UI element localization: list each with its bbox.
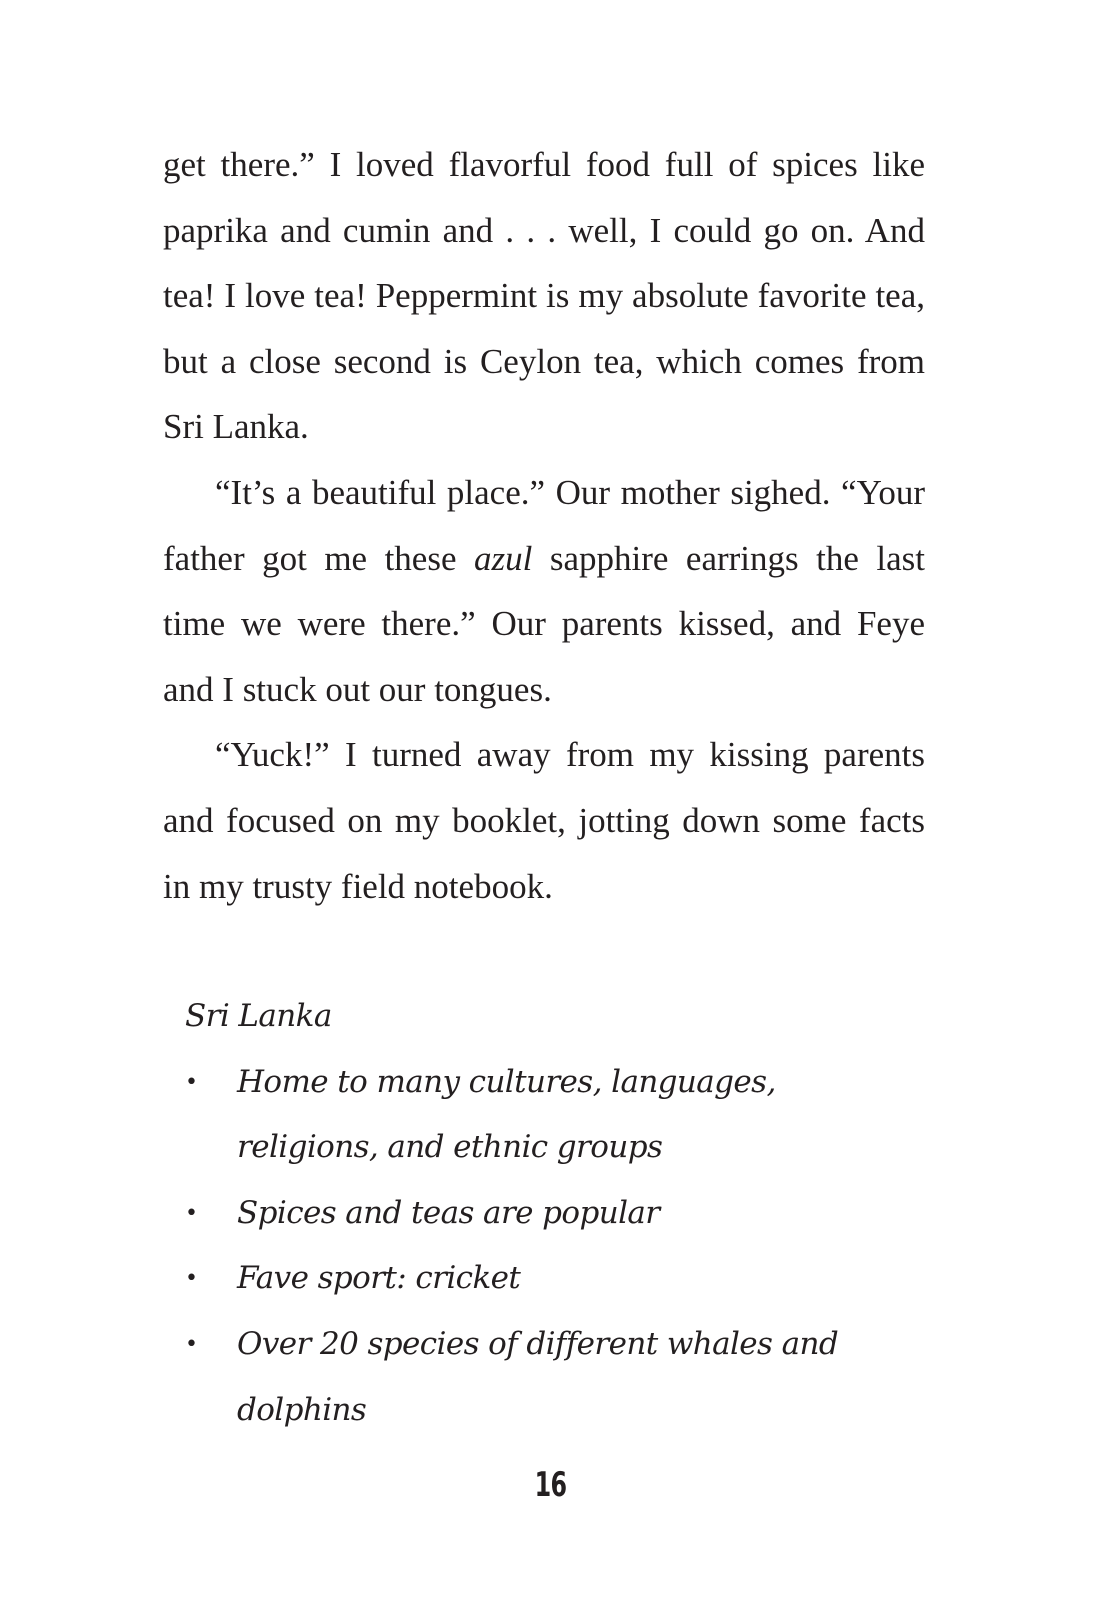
notebook-fact	[185, 1050, 925, 1181]
bullet-icon: •	[185, 1331, 198, 1357]
bullet-icon: •	[185, 1266, 198, 1292]
notebook-fact	[185, 1246, 925, 1312]
paragraph-3: “Yuck!” I turned away from my kissing parents and focused on my booklet, jotting down some facts in my trusty field notebook.	[163, 735, 925, 906]
paragraph-2-emphasis: azul	[474, 538, 533, 578]
bullet-icon: •	[185, 1200, 198, 1226]
story-text	[163, 132, 925, 919]
bullet-icon: •	[185, 1069, 198, 1095]
notebook-fact-text: Over 20 species of different whales and dolphins	[237, 1325, 839, 1428]
notebook-facts-list	[185, 1050, 925, 1444]
notebook-fact-text: Fave sport: cricket	[237, 1260, 521, 1297]
page-number: 16	[534, 1465, 567, 1505]
notebook-fact-text: Spices and teas are popular	[237, 1194, 660, 1231]
paragraph-2-part-2: sapphire earrings the last time we were there.” Our parents kissed, and Feye and I stuck out our tongues.	[163, 538, 925, 709]
paragraph-1: get there.” I loved flavorful food full of spices like paprika and cumin and . . . well, I could go on. And tea! I love tea! Peppermint is my absolute favorite tea, but a close second is Ceylon tea, which comes from Sri Lanka.	[163, 145, 925, 447]
notebook-title: Sri Lanka	[185, 998, 332, 1034]
paragraph-2-part-1: “It’s a beautiful place.” Our mother sighed. “Your father got me these	[163, 472, 925, 578]
paragraph-2	[163, 460, 925, 722]
field-notebook	[185, 984, 925, 1443]
notebook-fact-text: Home to many cultures, languages, religions, and ethnic groups	[237, 1063, 776, 1166]
notebook-fact	[185, 1312, 925, 1443]
notebook-fact	[185, 1181, 925, 1247]
